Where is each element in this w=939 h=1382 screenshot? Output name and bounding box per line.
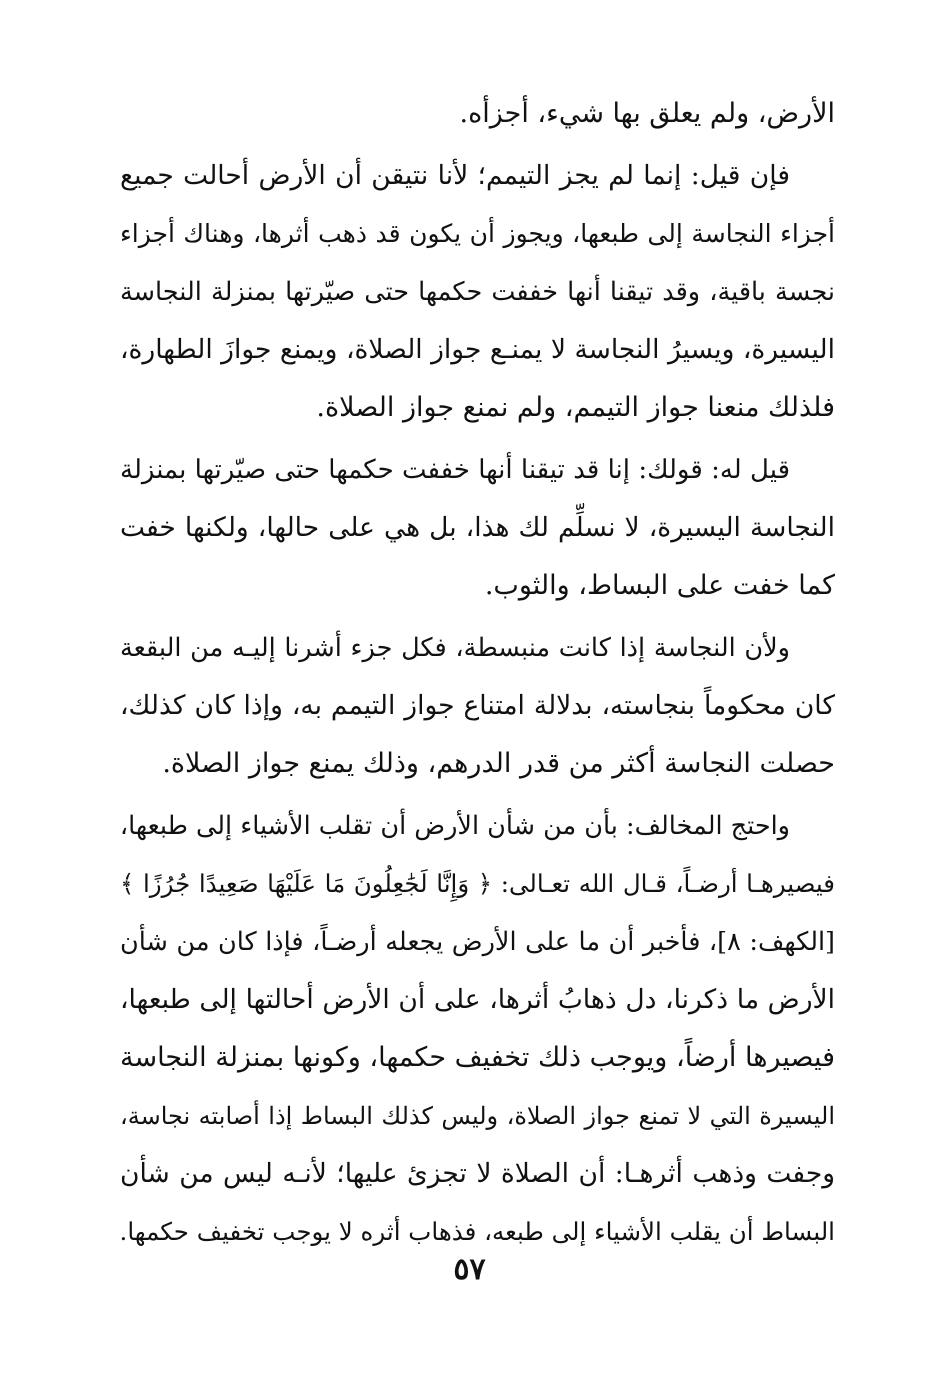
paragraph-line: اليسيرة، ويسيرُ النجاسة لا يمنـع جواز الصلاة، ويمنع جوازَ الطهارة، [120, 334, 835, 365]
paragraph-line: واحتج المخالف: بأن من شأن الأرض أن تقلب الأشياء إلى طبعها، [120, 811, 790, 841]
paragraph-line: كان محكوماً بنجاسته، بدلالة امتناع جواز التيمم به، وإذا كان كذلك، [120, 690, 835, 721]
page-number: ٥٧ [453, 1252, 486, 1287]
paragraph-line: النجاسة اليسيرة، لا نسلِّم لك هذا، بل هي على حالها، ولكنها خفت [120, 512, 835, 543]
paragraph-line: حصلت النجاسة أكثر من قدر الدرهم، وذلك يمنع جواز الصلاة. [162, 748, 835, 779]
body-text [120, 85, 835, 1261]
paragraph-line: فيصيرهـا أرضـاً، قـال الله تعـالى: ﴿ وَإِنَّا لَجَٰعِلُونَ مَا عَلَيْهَا صَعِيدًا جُرُزًا ﴾ [120, 869, 835, 898]
paragraph-line: ولأن النجاسة إذا كانت منبسطة، فكل جزء أشرنا إليـه من البقعة [120, 633, 790, 663]
paragraph-line: الأرض، ولم يعلق بها شيء، أجزأه. [459, 98, 835, 129]
paragraph-line: فيصيرها أرضاً، ويوجب ذلك تخفيف حكمها، وكونها بمنزلة النجاسة [120, 1042, 835, 1073]
paragraph-line: [الكهف: ٨]، فأخبر أن ما على الأرض يجعله أرضـاً، فإذا كان من شأن [120, 927, 835, 957]
paragraph-line: الأرض ما ذكرنا، دل ذهابُ أثرها، على أن الأرض أحالتها إلى طبعها، [120, 984, 835, 1015]
paragraph-line: قيل له: قولك: إنا قد تيقنا أنها خففت حكمها حتى صيّرتها بمنزلة [120, 455, 790, 485]
paragraph-line: وجفت وذهب أثرهـا: أن الصلاة لا تجزئ عليها؛ لأنـه ليس من شأن [120, 1158, 835, 1189]
paragraph-line: نجسة باقية، وقد تيقنا أنها خففت حكمها حتى صيّرتها بمنزلة النجاسة [120, 277, 835, 307]
paragraph-line: كما خفت على البساط، والثوب. [484, 570, 835, 601]
paragraph-line: فلذلك منعنا جواز التيمم، ولم نمنع جواز الصلاة. [316, 392, 835, 423]
paragraph-line: البساط أن يقلب الأشياء إلى طبعه، فذهاب أثره لا يوجب تخفيف حكمها. [120, 1217, 835, 1246]
paragraph-line: فإن قيل: إنما لم يجز التيمم؛ لأنا نتيقن أن الأرض أحالت جميع [120, 160, 790, 191]
paragraph-line: اليسيرة التي لا تمنع جواز الصلاة، وليس كذلك البساط إذا أصابته نجاسة، [120, 1102, 835, 1130]
paragraph-line: أجزاء النجاسة إلى طبعها، ويجوز أن يكون قد ذهب أثرها، وهناك أجزاء [120, 219, 835, 248]
